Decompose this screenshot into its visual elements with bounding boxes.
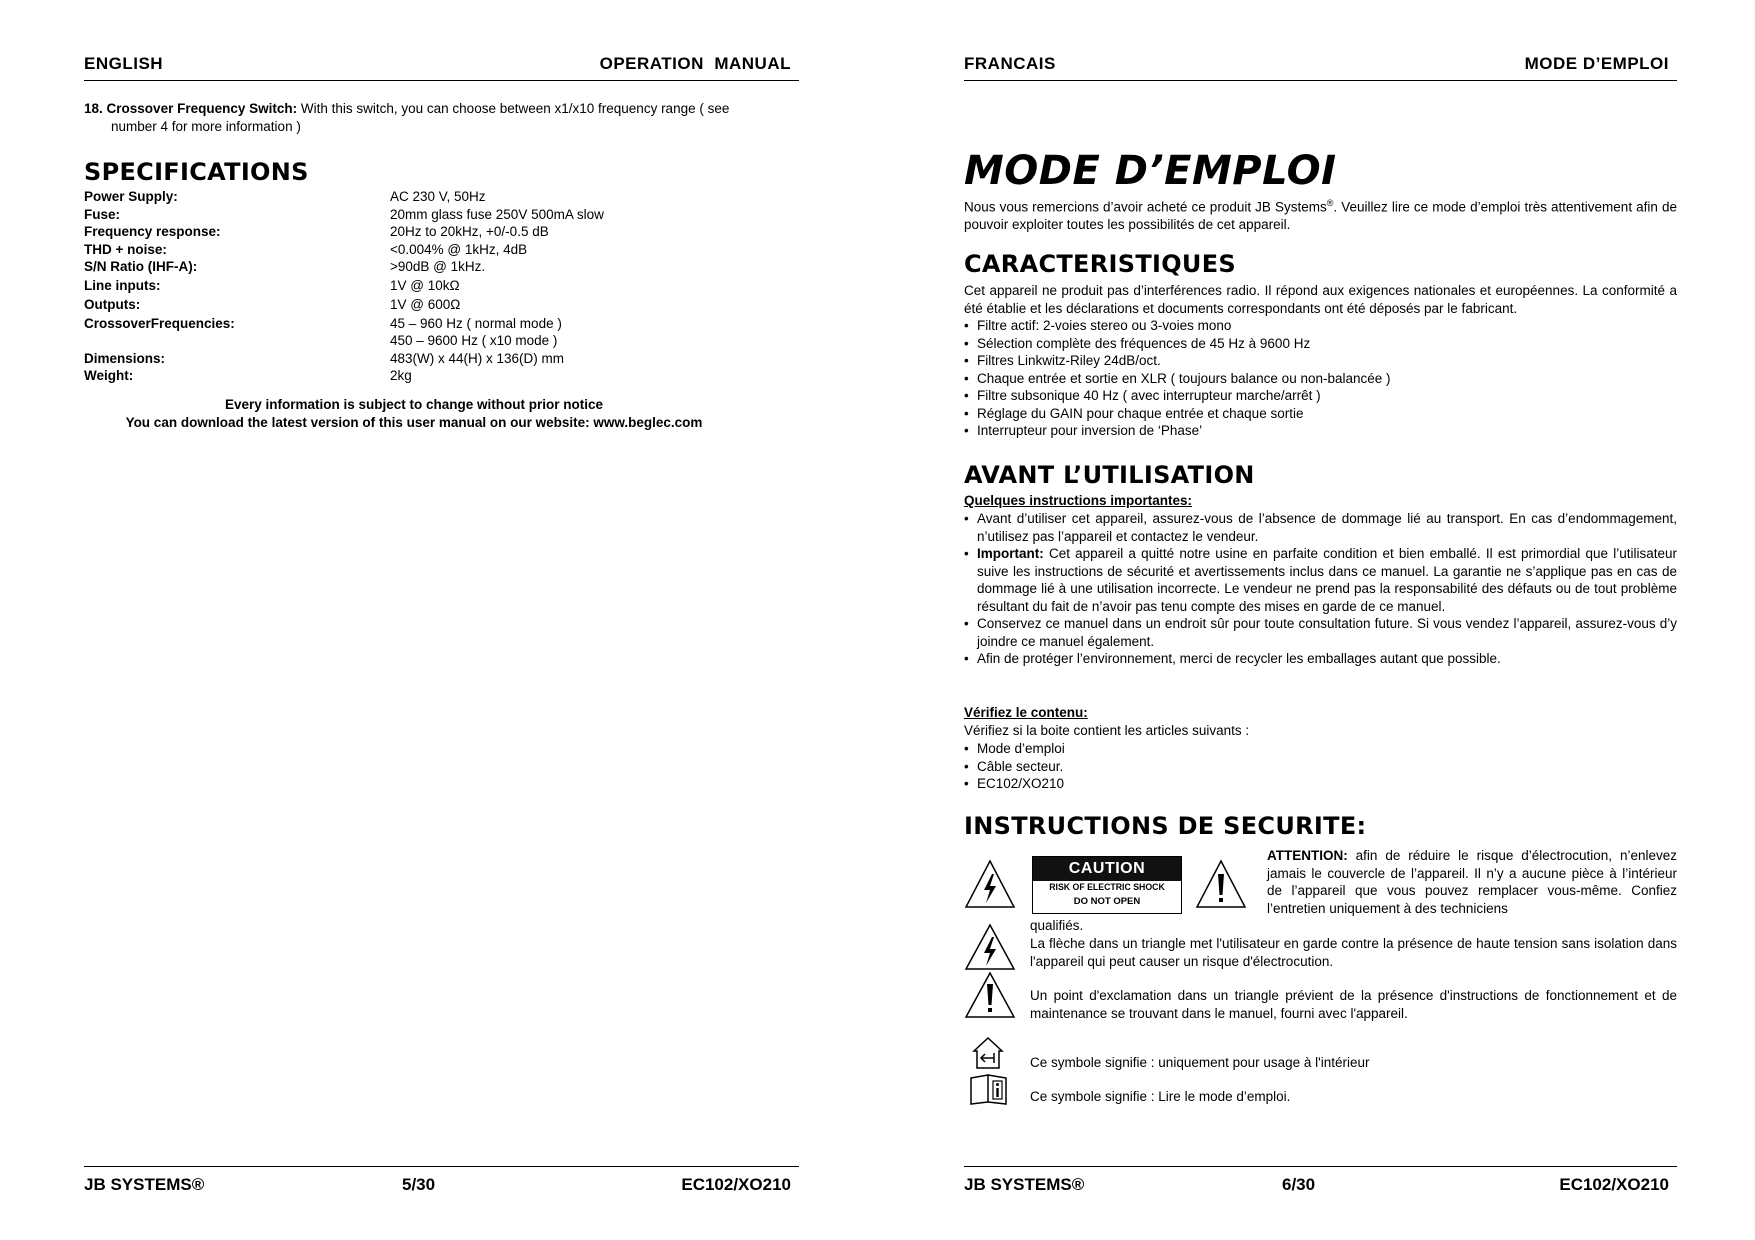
- item-number: 18.: [84, 101, 103, 116]
- avant-title: AVANT L’UTILISATION: [964, 461, 1255, 489]
- registered-mark: ®: [1326, 198, 1334, 208]
- spec-value: 1V @ 600Ω: [390, 296, 461, 312]
- list-item: • Interrupteur pour inversion de ‘Phase’: [964, 422, 1677, 440]
- spec-row: [84, 223, 799, 241]
- intro-text-cont: . Veuillez lire ce mode d’emploi très attentivement afin de pouvoir exploiter toutes les possibilités de cet appareil.: [964, 199, 1678, 232]
- securite-title: INSTRUCTIONS DE SECURITE:: [964, 812, 1367, 840]
- attention-text: afin de réduire le risque d’électrocution, n’enlevez jamais le couvercle de l’appareil. Il n’y a aucune pièce à l’intérieur de l’appareil que vous pouvez remplacer vous-même. Confiez l’entretien uniquement à des techniciens: [1267, 848, 1677, 916]
- caution-label: [1032, 856, 1182, 914]
- footer-model: EC102/XO210: [681, 1175, 791, 1194]
- page-footer: [84, 1166, 799, 1197]
- exclamation-description: Un point d'exclamation dans un triangle prévient de la présence d'instructions de fonctionnement et de maintenance se trouvant dans le manuel, fourni avec l'appareil.: [1030, 988, 1677, 1021]
- spec-label: Line inputs:: [84, 277, 161, 293]
- specifications-title: SPECIFICATIONS: [84, 158, 309, 186]
- avant-list: [964, 510, 1677, 668]
- intro-paragraph: [964, 195, 1677, 234]
- spec-label: Weight:: [84, 368, 134, 383]
- read-manual-icon: [968, 1072, 1010, 1106]
- list-item: • EC102/XO210: [964, 775, 1677, 793]
- spec-value: >90dB @ 1kHz.: [390, 259, 486, 274]
- attention-paragraph: [1267, 847, 1677, 917]
- spec-value: <0.004% @ 1kHz, 4dB: [390, 241, 528, 257]
- caution-line: DO NOT OPEN: [1073, 896, 1141, 907]
- spec-value: 20Hz to 20kHz, +0/-0.5 dB: [390, 224, 549, 239]
- footer-page: 6/30: [1282, 1175, 1316, 1194]
- header-title: MODE D’EMPLOI: [1524, 54, 1669, 73]
- spec-label: Fuse:: [84, 206, 121, 222]
- footer-model: EC102/XO210: [1559, 1175, 1669, 1194]
- caracteristiques-intro: Cet appareil ne produit pas d’interférences radio. Il répond aux exigences nationales et européennes. La conformité a été établie et les déclarations et documents correspondants ont été déposés par le fabricant.: [964, 283, 1677, 316]
- spec-value: 45 – 960 Hz ( normal mode ): [390, 315, 562, 331]
- spec-label: Frequency response:: [84, 224, 221, 239]
- page-header: [84, 54, 799, 81]
- item-label: Crossover Frequency Switch:: [106, 101, 298, 116]
- page-header: [964, 54, 1677, 81]
- list-item: • Avant d’utiliser cet appareil, assurez-vous de l’absence de dommage lié au transport. En cas d’endommagement, n’utilisez pas l’appareil et contactez le vendeur.: [964, 510, 1677, 545]
- spec-label: S/N Ratio (IHF-A):: [84, 259, 198, 274]
- page-footer: [964, 1166, 1677, 1197]
- indoor-description: Ce symbole signifie : uniquement pour usage à l'intérieur: [1030, 1055, 1370, 1070]
- right-page: [964, 0, 1677, 1240]
- spec-label: Outputs:: [84, 296, 141, 312]
- attention-label: ATTENTION:: [1267, 848, 1348, 863]
- list-item: • Filtre subsonique 40 Hz ( avec interrupteur marche/arrêt ): [964, 387, 1677, 405]
- spec-row: [84, 258, 799, 276]
- footer-page: 5/30: [402, 1175, 436, 1194]
- avant-subtitle: Quelques instructions importantes:: [964, 493, 1193, 508]
- indoor-use-icon: [972, 1036, 1004, 1070]
- footer-brand: JB SYSTEMS®: [84, 1175, 205, 1194]
- list-item: • Câble secteur.: [964, 758, 1677, 776]
- lightning-triangle-icon: [964, 922, 1016, 972]
- header-title: OPERATION MANUAL: [599, 54, 791, 73]
- lightning-triangle-icon: [964, 858, 1016, 910]
- check-list: [964, 740, 1677, 793]
- notice-block: [84, 396, 744, 431]
- arrow-description: La flèche dans un triangle met l'utilisateur en garde contre la présence de haute tension sans isolation dans l'appareil qui peut causer un risque d'électrocution.: [1030, 936, 1677, 969]
- item-18: [84, 100, 799, 135]
- list-item: • Chaque entrée et sortie en XLR ( toujours balance ou non-balancée ): [964, 370, 1677, 388]
- left-page: [84, 0, 799, 1240]
- spec-value: 1V @ 10kΩ: [390, 277, 460, 293]
- spec-label: CrossoverFrequencies:: [84, 315, 235, 331]
- list-item: • Afin de protéger l’environnement, merci de recycler les emballages autant que possible.: [964, 650, 1677, 668]
- header-language: ENGLISH: [84, 54, 164, 73]
- spec-row: [84, 277, 799, 296]
- document-title: MODE D’EMPLOI: [964, 148, 1337, 194]
- caracteristiques-title: CARACTERISTIQUES: [964, 250, 1236, 278]
- spec-label: THD + noise:: [84, 241, 167, 257]
- spec-value: 483(W) x 44(H) x 136(D) mm: [390, 350, 565, 366]
- item-text-cont: number 4 for more information ): [111, 118, 301, 134]
- spec-row: [84, 188, 799, 206]
- intro-text: Nous vous remercions d’avoir acheté ce produit JB Systems: [964, 199, 1327, 215]
- spec-row: [84, 206, 799, 224]
- important-text: Cet appareil a quitté notre usine en parfaite condition et bien emballé. Il est primordial que l’utilisateur suive les instructions de sécurité et avertissements inclus dans ce manuel. La garantie ne s’applique pas en cas de dommage lié à une utilisation incorrecte. Le vendeur ne prend pas la responsabilité des défauts ou de tout problème résultant du fait de n’avoir pas tenu compte des mises en garde de ce manuel.: [977, 546, 1677, 614]
- notice-line: Every information is subject to change without prior notice: [224, 397, 604, 412]
- item-text: With this switch, you can choose between x1/x10 frequency range ( see: [300, 101, 730, 116]
- spec-value: AC 230 V, 50Hz: [390, 189, 486, 204]
- spec-label: Dimensions:: [84, 350, 166, 366]
- spec-row: [84, 296, 799, 315]
- exclamation-triangle-icon: [1194, 858, 1248, 910]
- spec-value: 2kg: [390, 368, 412, 383]
- caution-title: CAUTION: [1033, 857, 1181, 881]
- list-item: • Filtres Linkwitz-Riley 24dB/oct.: [964, 352, 1677, 370]
- caracteristiques-list: [964, 317, 1677, 440]
- spec-row: [84, 315, 799, 333]
- check-title: Vérifiez le contenu:: [964, 705, 1088, 720]
- read-description: Ce symbole signifie : Lire le mode d’emploi.: [1030, 1089, 1291, 1104]
- important-label: Important:: [977, 546, 1044, 561]
- header-language: FRANCAIS: [964, 54, 1056, 73]
- check-intro: Vérifiez si la boite contient les articles suivants :: [964, 723, 1250, 738]
- spec-row: [84, 350, 799, 368]
- exclamation-triangle-icon: [964, 970, 1016, 1020]
- spec-value: 20mm glass fuse 250V 500mA slow: [390, 206, 604, 222]
- footer-brand: JB SYSTEMS®: [964, 1175, 1085, 1194]
- attention-cont: qualifiés.: [1030, 918, 1084, 933]
- list-item: • Sélection complète des fréquences de 45 Hz à 9600 Hz: [964, 335, 1677, 353]
- specifications-table: [84, 188, 799, 384]
- list-item: • Mode d’emploi: [964, 740, 1677, 758]
- caution-line: RISK OF ELECTRIC SHOCK: [1049, 882, 1165, 893]
- list-item: [964, 545, 1677, 615]
- spec-row: [84, 367, 799, 385]
- spec-value: 450 – 9600 Hz ( x10 mode ): [390, 333, 558, 348]
- list-item: • Filtre actif: 2-voies stereo ou 3-voies mono: [964, 317, 1677, 335]
- spec-row: [84, 332, 799, 350]
- spec-row: [84, 241, 799, 259]
- notice-line: You can download the latest version of this user manual on our website: www.beglec.com: [125, 414, 703, 430]
- list-item: • Conservez ce manuel dans un endroit sûr pour toute consultation future. Si vous vendez l’appareil, assurez-vous d’y joindre ce manuel également.: [964, 615, 1677, 650]
- list-item: • Réglage du GAIN pour chaque entrée et chaque sortie: [964, 405, 1677, 423]
- spec-label: Power Supply:: [84, 189, 178, 204]
